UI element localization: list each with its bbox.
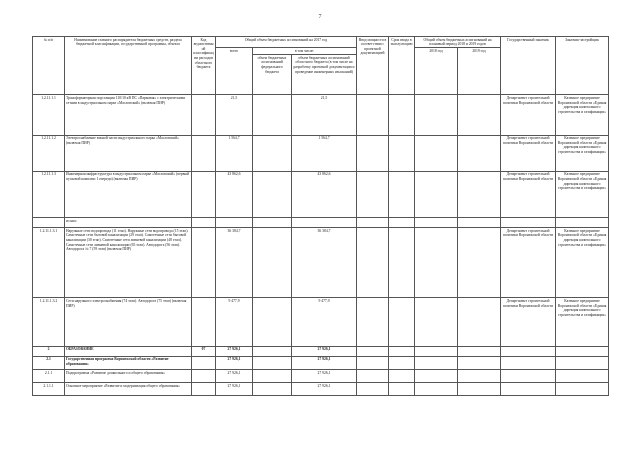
table-row [33, 228, 609, 298]
cell-code [192, 95, 216, 135]
cell-code [192, 369, 216, 382]
cell-code [192, 383, 216, 396]
cell-y19 [458, 95, 501, 135]
cell-cap [357, 135, 389, 171]
header-code: Код ведомственной классификации расходов областного бюджета [192, 37, 216, 95]
cell-developer [556, 369, 609, 382]
cell-num: 2.1.1.1 [33, 383, 65, 396]
cell-developer: Казенное предприятие Воронежской области «Единая дирекция капитального строительства и газификации» [556, 171, 609, 217]
cell-federal [253, 218, 292, 228]
cell-developer: Казенное предприятие Воронежской области «Единая дирекция капитального строительства и газификации» [556, 135, 609, 171]
table-row [33, 383, 609, 396]
cell-dl [389, 218, 415, 228]
cell-dl [389, 369, 415, 382]
cell-y19 [458, 228, 501, 298]
cell-y18 [415, 218, 458, 228]
cell-developer: Казенное предприятие Воронежской области «Единая дирекция капитального строительства и газификации» [556, 95, 609, 135]
cell-regional: 1 564,7 [292, 135, 357, 171]
cell-y18 [415, 356, 458, 369]
cell-customer [501, 356, 556, 369]
cell-customer [501, 383, 556, 396]
cell-num: 1.2.11.1.1 [33, 95, 65, 135]
cell-y19 [458, 298, 501, 346]
cell-developer: Казенное предприятие Воронежской области «Единая дирекция капитального строительства и газификации» [556, 298, 609, 346]
cell-total: 1 564,7 [216, 135, 253, 171]
cell-y18 [415, 369, 458, 382]
cell-federal [253, 346, 292, 356]
cell-regional: 27 926,1 [292, 383, 357, 396]
header-total: всего [216, 48, 253, 95]
cell-total: 27 926,1 [216, 369, 253, 382]
cell-federal [253, 369, 292, 382]
cell-y19 [458, 383, 501, 396]
header-federal: объем бюджетных ассигнований федерального бюджета [253, 55, 292, 95]
cell-cap [357, 218, 389, 228]
cell-y18 [415, 95, 458, 135]
cell-num [33, 218, 65, 228]
cell-name: ОБРАЗОВАНИЕ [65, 346, 192, 356]
cell-regional [292, 218, 357, 228]
cell-regional: 21,5 [292, 95, 357, 135]
cell-cap [357, 298, 389, 346]
table-row [33, 356, 609, 369]
cell-cap [357, 346, 389, 356]
cell-federal [253, 95, 292, 135]
cell-dl [389, 356, 415, 369]
cell-y18 [415, 298, 458, 346]
cell-regional: 27 926,1 [292, 356, 357, 369]
cell-name: Государственная программа Воронежской области «Развитие образования» [65, 356, 192, 369]
cell-y19 [458, 369, 501, 382]
cell-dl [389, 346, 415, 356]
cell-code [192, 218, 216, 228]
cell-num: 2 [33, 346, 65, 356]
cell-code [192, 135, 216, 171]
cell-num: 1.2.11.1.3.2 [33, 298, 65, 346]
header-num: № п/п [33, 37, 65, 95]
cell-total: 43 862,6 [216, 171, 253, 217]
table-row [33, 298, 609, 346]
header-incl: в том числе: [253, 48, 357, 55]
cell-name: Основное мероприятие «Развитие и модернизация общего образования» [65, 383, 192, 396]
cell-dl [389, 135, 415, 171]
cell-developer [556, 356, 609, 369]
cell-name: из них: [65, 218, 192, 228]
cell-total: 21,5 [216, 95, 253, 135]
cell-developer [556, 218, 609, 228]
cell-cap [357, 356, 389, 369]
cell-name: Электроснабжение южной части индустриального парка «Масловский» (включая ПИР) [65, 135, 192, 171]
cell-total: 27 926,1 [216, 356, 253, 369]
cell-code [192, 298, 216, 346]
header-regional: объем бюджетных ассигнований областного бюджета (в том числе на разработку проектной документации и проведение инженерных изысканий) [292, 55, 357, 95]
header-2019: 2019 год [458, 48, 501, 95]
table-row [33, 218, 609, 228]
header-name: Наименование главного распорядителя бюджетных средств, раздела бюджетной классификации, государственной программы, объекта [65, 37, 192, 95]
table-row [33, 95, 609, 135]
cell-federal [253, 298, 292, 346]
cell-y18 [415, 171, 458, 217]
cell-y19 [458, 218, 501, 228]
cell-developer [556, 383, 609, 396]
table-row [33, 135, 609, 171]
cell-total [216, 218, 253, 228]
cell-customer: Департамент строительной политики Воронежской области [501, 298, 556, 346]
cell-customer: Департамент строительной политики Воронежской области [501, 95, 556, 135]
cell-name: Инженерная инфраструктура в индустриальном парке «Масловский» (первый пусковой комплекс I очереди) (включая ПИР) [65, 171, 192, 217]
cell-y19 [458, 346, 501, 356]
cell-customer: Департамент строительной политики Воронежской области [501, 135, 556, 171]
cell-developer [556, 346, 609, 356]
cell-y18 [415, 228, 458, 298]
cell-federal [253, 228, 292, 298]
cell-total: 27 926,1 [216, 383, 253, 396]
cell-dl [389, 228, 415, 298]
cell-y19 [458, 356, 501, 369]
cell-customer: Департамент строительной политики Воронежской области [501, 228, 556, 298]
header-row-1 [33, 37, 609, 48]
cell-customer [501, 346, 556, 356]
header-capacity: Ввод мощности в соответствии с проектной документацией [357, 37, 389, 95]
cell-num: 2.1 [33, 356, 65, 369]
cell-cap [357, 228, 389, 298]
cell-code [192, 356, 216, 369]
budget-table [32, 36, 609, 396]
cell-regional: 27 926,1 [292, 369, 357, 382]
cell-code [192, 228, 216, 298]
cell-customer [501, 218, 556, 228]
page-number: 7 [318, 14, 322, 20]
cell-regional: 9 477,9 [292, 298, 357, 346]
cell-dl [389, 171, 415, 217]
cell-federal [253, 171, 292, 217]
header-developer: Заказчик-застройщик [556, 37, 609, 95]
header-volume-2017: Общий объем бюджетных ассигнований на 2017 год [216, 37, 357, 48]
cell-y18 [415, 383, 458, 396]
cell-num: 1.2.11.1.2 [33, 135, 65, 171]
cell-num: 2.1.1 [33, 369, 65, 382]
cell-regional: 36 384,7 [292, 228, 357, 298]
cell-name: Подпрограмма «Развитие дошкольного и общего образования» [65, 369, 192, 382]
cell-customer [501, 369, 556, 382]
cell-num: 1.2.11.1.3 [33, 171, 65, 217]
cell-y18 [415, 346, 458, 356]
cell-regional: 27 926,1 [292, 346, 357, 356]
table-row [33, 346, 609, 356]
cell-federal [253, 135, 292, 171]
header-2018: 2018 год [415, 48, 458, 95]
cell-y18 [415, 135, 458, 171]
cell-total: 27 926,1 [216, 346, 253, 356]
cell-code: 07 [192, 346, 216, 356]
cell-num: 1.2.11.1.3.1 [33, 228, 65, 298]
header-volume-2018-2019: Общий объем бюджетных ассигнований на плановый период 2018 и 2019 годов [415, 37, 501, 48]
cell-cap [357, 95, 389, 135]
header-customer: Государственный заказчик [501, 37, 556, 95]
cell-y19 [458, 171, 501, 217]
cell-cap [357, 171, 389, 217]
cell-y19 [458, 135, 501, 171]
cell-federal [253, 383, 292, 396]
cell-dl [389, 383, 415, 396]
cell-regional: 43 862,6 [292, 171, 357, 217]
cell-name: Наружные сети водопровода (11 этап). Наружные сети водопровода (15 этап). Самотечные сети бытовой канализации (29 этап). Самотечные сети бытовой канализации (30 этап). Самотечные сети ливневой канализации (48 этап). Самотечные сети ливневой канализации (65 этап). Автодорога (56 этап). Автодорога № 7 (59 этап) (включая ПИР) [65, 228, 192, 298]
cell-dl [389, 298, 415, 346]
cell-total: 9 477,9 [216, 298, 253, 346]
cell-cap [357, 383, 389, 396]
cell-developer: Казенное предприятие Воронежской области «Единая дирекция капитального строительства и газификации» [556, 228, 609, 298]
cell-name: Трансформаторная подстанция 110/10 кВ ПС «Парковая» с электрическими сетями в индустриальном парке «Масловский» (включая ПИР) [65, 95, 192, 135]
cell-total: 36 384,7 [216, 228, 253, 298]
cell-name: Сети наружного электроснабжения (74 этап). Автодорога (75 этап) (включая ПИР) [65, 298, 192, 346]
cell-customer: Департамент строительной политики Воронежской области [501, 171, 556, 217]
cell-federal [253, 356, 292, 369]
cell-code [192, 171, 216, 217]
cell-dl [389, 95, 415, 135]
table-row [33, 171, 609, 217]
table-row [33, 369, 609, 382]
header-deadline: Срок ввода в эксплуатацию [389, 37, 415, 95]
cell-cap [357, 369, 389, 382]
